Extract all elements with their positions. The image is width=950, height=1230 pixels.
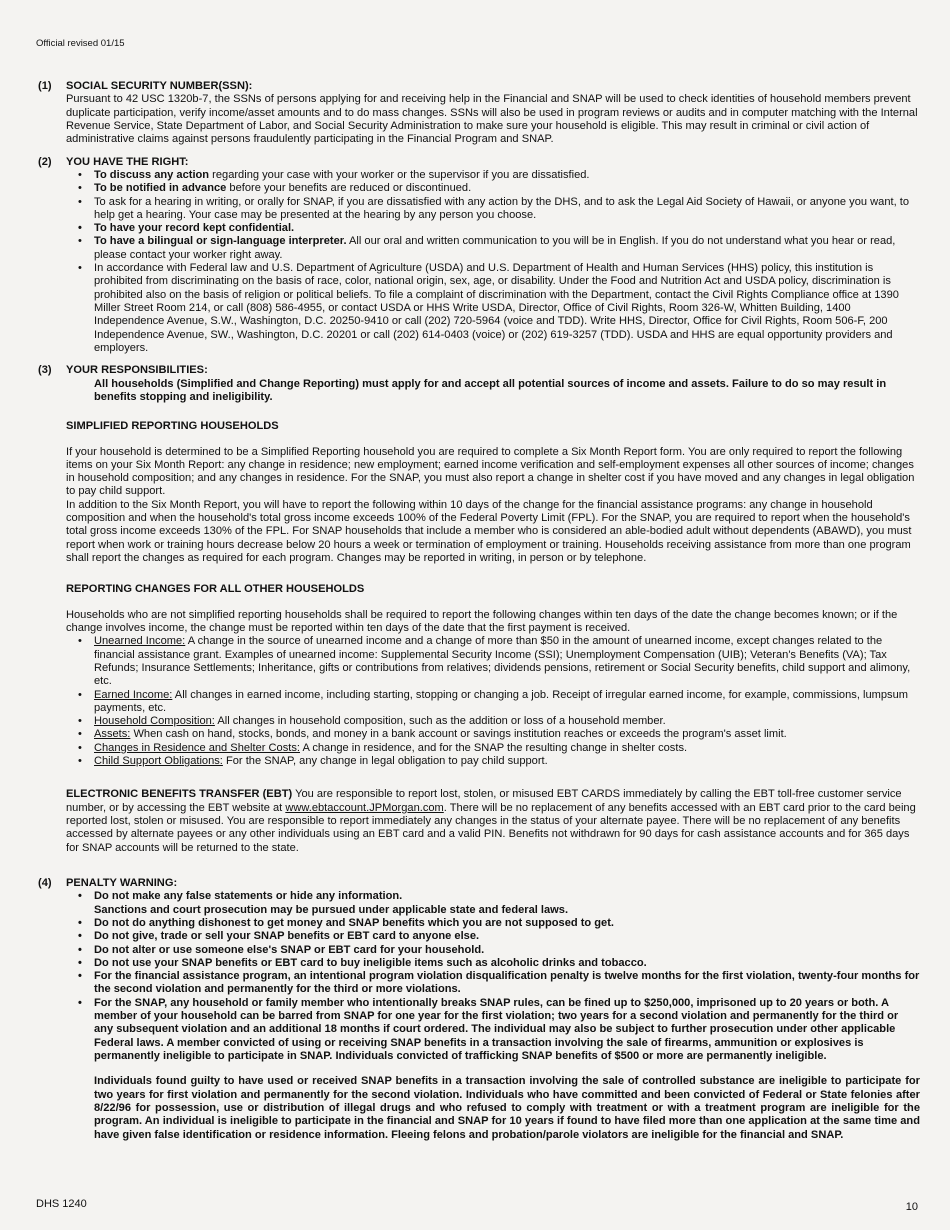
penalty-final-paragraph: Individuals found guilty to have used or received SNAP benefits in a transaction involving the sale of controlled substance are ineligible to participate for two years for first violation and permanently for the second violation. Individuals who have committed and been convicted of Federal or State felonies after 8/22/96 for possession, use or distribution of illegal drugs and who refused to comply with treatment or with a treatment program are ineligible for the program. An individual is ineligible to participate in the financial and SNAP for 10 years if found to have filed more than one application at the same time and have given false identification or residence information. Fleeing felons and probation/parole violators are ineligible for the financial and SNAP. (94, 1075, 920, 1141)
section-number: (4) (38, 876, 52, 889)
list-item: • Household Composition: All changes in household composition, such as the addition or loss of a household member. (94, 715, 920, 728)
section-title: SOCIAL SECURITY NUMBER(SSN): (66, 80, 253, 92)
list-item: • Earned Income: All changes in earned income, including starting, stopping or changing a job. Receipt of irregular earned income, for example, commissions, lumpsum payments, etc. (94, 689, 920, 716)
ebt-website-link[interactable]: www.ebtaccount.JPMorgan.com (285, 801, 444, 814)
section-number: (3) (38, 364, 52, 377)
list-item: • Do not do anything dishonest to get money and SNAP benefits which you are not supposed to get. (94, 917, 920, 930)
section-penalty (38, 877, 920, 1142)
section-title: YOU HAVE THE RIGHT: (66, 155, 189, 168)
list-item: • Child Support Obligations: For the SNAP, any change in legal obligation to pay child support. (94, 755, 920, 768)
rights-list (66, 169, 920, 355)
section-number: (1) (38, 80, 52, 92)
simplified-paragraph-1: If your household is determined to be a Simplified Reporting household you are required to complete a Six Month Report form. You are only required to report the following items on your Six Month Report: any change in residence; new employment; earned income verification and self-employment expenses all other sources of income; changes in household composition; and any changes in residence. For the SNAP, you must also report a change in shelter cost if you have moved and any changes in legal obligation to pay child support. (66, 445, 915, 498)
responsibilities-lead: All households (Simplified and Change Reporting) must apply for and accept all potential sources of income and assets. Failure to do so may result in benefits stopping and ineligibility. (94, 377, 887, 403)
list-item: • For the SNAP, any household or family member who intentionally breaks SNAP rules, can be fined up to $250,000, imprisoned up to 20 years or both. A member of your household can be barred from SNAP for one year for the first violation; two years for a second violation and permanently for the third or any subsequent violation and an additional 18 months if court ordered. The individual may also be subject to further prosecution under other applicable Federal laws. A member convicted of using or receiving SNAP benefits in a transaction involving the sale of firearms, ammunition or explosives is permanently ineligible to participate in SNAP. Individuals convicted of trafficking SNAP benefits of $500 or more are permanently ineligible. (94, 997, 920, 1064)
list-item: • In accordance with Federal law and U.S. Department of Agriculture (USDA) and U.S. Department of Health and Human Services (HHS) policy, this institution is prohibited from discriminating on the basis of race, color, national origin, sex, age, or disability. Under the Food and Nutrition Act and USDA policy, discrimination is prohibited also on the basis of religion or political beliefs. To file a complaint of discrimination with the Department, contact the Civil Rights Compliance office at 1390 Miller Street Room 214, or call (808) 586-4955, or contact USDA or HHS Write USDA, Director, Office of Civil Rights, Room 326-W, Whitten Building, 1400 Independence Avenue, S.W., Washington, D.C. 20250-9410 or call (202) 720-5964 (voice and TDD). Write HHS, Director, Office for Civil Rights, Room 506-F, 200 Independence Avenue, SW., Washington, D.C. 20201 or call (202) 614-0403 (voice) or (202) 619-3257 (TDD). USDA and HHS are equal opportunity providers and employers. (94, 262, 920, 355)
list-item: • To be notified in advance before your benefits are reduced or discontinued. (94, 182, 920, 195)
section-title: PENALTY WARNING: (66, 876, 178, 889)
other-paragraph: Households who are not simplified reporting households shall be required to report the following changes within ten days of the date the change becomes known; or if the change involves income, the change must be reported within ten days of the date that the first payment is received. (66, 608, 898, 634)
list-item: • Do not give, trade or sell your SNAP benefits or EBT card to anyone else. (94, 930, 920, 943)
list-item: • For the financial assistance program, an intentional program violation disqualification penalty is twelve months for the first violation, twenty-four months for the second violation and permanently for the third or more violations. (94, 970, 920, 997)
other-heading: REPORTING CHANGES FOR ALL OTHER HOUSEHOLDS (66, 583, 365, 596)
simplified-paragraph-2: In addition to the Six Month Report, you will have to report the following within 10 days of the change for the financial assistance programs: any change in household composition and when the household's total gross income exceeds 100% of the Federal Poverty Limit (FPL). For the SNAP, you are required to report when the household's total gross income exceeds 130% of the FPL. For SNAP households that include a member who is considered an able-bodied adult without dependents (ABAWD), you must report when work or training hours decrease below 20 hours a week or termination of employment or training. Households receiving assistance from more than one program shall report the changes as required for each program. Changes may be reported in writing, in person or by telephone. (66, 498, 912, 564)
section-rights (38, 156, 920, 356)
list-item: • To have a bilingual or sign-language interpreter. All our oral and written communication to you will be in English. If you do not understand what you hear or read, please contact your worker right away. (94, 235, 920, 262)
section-number: (2) (38, 155, 52, 168)
list-item: • Do not alter or use someone else's SNAP or EBT card for your household. (94, 944, 920, 957)
document-content (38, 80, 920, 1151)
page-number: 10 (905, 1201, 918, 1213)
revision-note: Official revised 01/15 (36, 38, 125, 49)
list-item: • To discuss any action regarding your case with your worker or the supervisor if you are dissatisfied. (94, 169, 920, 182)
list-item: • To ask for a hearing in writing, or orally for SNAP, if you are dissatisfied with any action by the DHS, and to ask the Legal Aid Society of Hawaii, or anyone you want, to help get a hearing. Your case may be presented at the hearing by any person you choose. (94, 196, 920, 223)
section-text: Pursuant to 42 USC 1320b-7, the SSNs of persons applying for and receiving help in the Financial and SNAP will be used to check identities of household members prevent duplicate participation, verify income/asset amounts and to do mass changes. SSNs will also be used in program reviews or audits and in computer matching with the Internal Revenue Service, State Department of Labor, and Social Security Administration to make sure your household is eligible. This may result in criminal or civil action of administrative claims against persons fraudulently participating in the Financial Program and SNAP. (66, 93, 918, 146)
section-ssn (38, 80, 920, 147)
penalty-list (66, 890, 920, 1063)
list-item: • Changes in Residence and Shelter Costs: A change in residence, and for the SNAP the resulting change in shelter costs. (94, 742, 920, 755)
ebt-paragraph: ELECTRONIC BENEFITS TRANSFER (EBT) You are responsible to report lost, stolen, or misused EBT CARDS immediately by calling the EBT toll-free customer service number, or by accessing the EBT website at www.ebtaccount.JPMorgan.com. There will be no replacement of any benefits accessed with an EBT card prior to the card being reported lost, stolen or misused. You are responsible to report immediately any changes in the status of your alternate payee. There will be no replacement of any benefits accessed by alternate payees or any other individuals using an EBT card and a valid PIN. Benefits not withdrawn for 90 days for cash assistance accounts and for 365 days for SNAP accounts will be returned to the state. (66, 788, 916, 854)
section-responsibilities (38, 364, 920, 404)
simplified-heading: SIMPLIFIED REPORTING HOUSEHOLDS (66, 420, 279, 433)
list-item: • Do not use your SNAP benefits or EBT card to buy ineligible items such as alcoholic drinks and tobacco. (94, 957, 920, 970)
list-item: • Do not make any false statements or hide any information. Sanctions and court prosecution may be pursued under applicable state and federal laws. (94, 890, 920, 917)
section-title: YOUR RESPONSIBILITIES: (66, 364, 208, 377)
list-item: • To have your record kept confidential. (94, 222, 920, 235)
form-number: DHS 1240 (36, 1198, 87, 1210)
list-item: • Unearned Income: A change in the source of unearned income and a change of more than $50 in the amount of unearned income, except changes related to the financial assistance grant. Examples of unearned income: Supplemental Security Income (SSI); Unemployment Compensation (UIB); Veteran's Benefits (VA); Tax Refunds; Insurance Settlements; Inheritance, gifts or contributions from relatives; dividends pensions, retirement or Social Security benefits, child support and alimony, etc. (94, 635, 920, 688)
change-list (66, 635, 920, 768)
list-item: • Assets: When cash on hand, stocks, bonds, and money in a bank account or savings institution reaches or exceeds the program's asset limit. (94, 728, 920, 741)
